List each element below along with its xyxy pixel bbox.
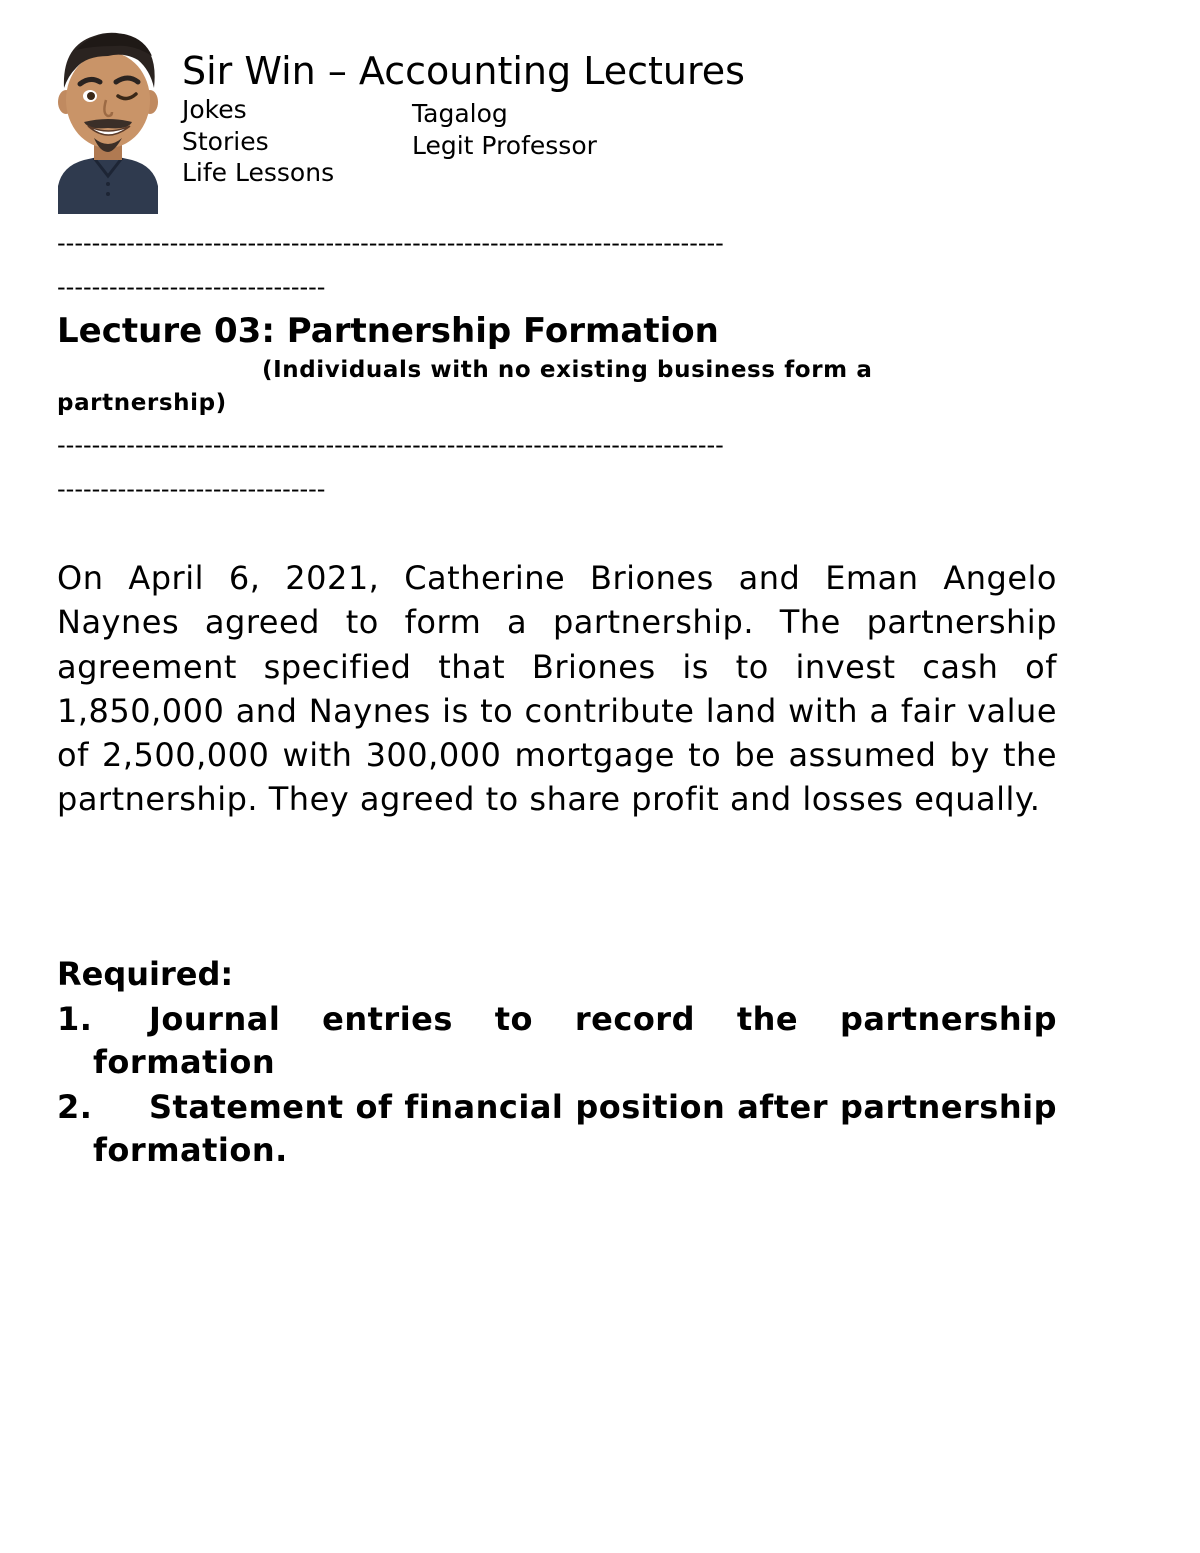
tag-tagalog: Tagalog (412, 99, 508, 128)
separator-line: ------------------------------- (57, 273, 326, 301)
separator-line: ----------------------------------------------------------------------------- (57, 431, 724, 459)
required-list (57, 998, 1057, 1172)
channel-title: Sir Win – Accounting Lectures (182, 49, 745, 93)
tag-jokes: Jokes (182, 95, 247, 124)
lecture-subtitle: (Individuals with no existing business form a partnership) (57, 357, 873, 416)
avatar-cartoon-icon (54, 26, 162, 214)
required-label: Required: (57, 955, 234, 993)
list-item-number: 1. (57, 1000, 93, 1038)
list-item-number: 2. (57, 1088, 93, 1126)
problem-paragraph: On April 6, 2021, Catherine Briones and Eman Angelo Naynes agreed to form a partnership. The partnership agreement specified that Briones is to invest cash of 1,850,000 and Naynes is to contribute land with a fair value of 2,500,000 with 300,000 mortgage to be assumed by the partnership. They agreed to share profit and losses equally. (57, 559, 1057, 819)
list-item-text: Journal entries to record the partnership formation (93, 1000, 1057, 1081)
separator-line: ----------------------------------------------------------------------------- (57, 229, 724, 257)
lecture-title: Lecture 03: Partnership Formation (57, 311, 719, 351)
tag-legit-professor: Legit Professor (412, 131, 597, 160)
tag-life-lessons: Life Lessons (182, 158, 335, 187)
tag-stories: Stories (182, 127, 269, 156)
list-item (57, 1086, 1057, 1172)
list-item-text: Statement of financial position after partnership formation. (93, 1088, 1057, 1169)
list-item (57, 998, 1057, 1084)
separator-line: ------------------------------- (57, 475, 326, 503)
